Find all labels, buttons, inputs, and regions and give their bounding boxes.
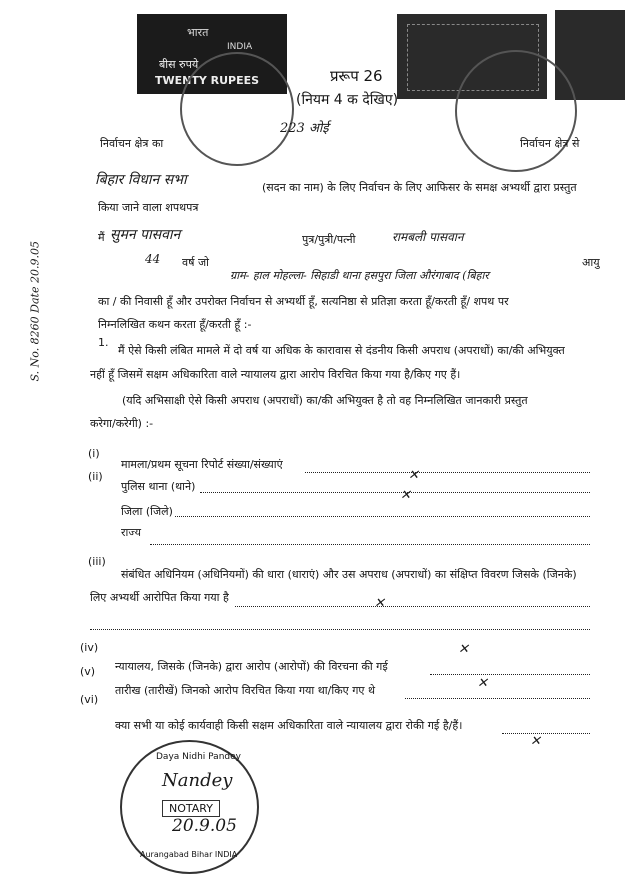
item-v-blank: [405, 698, 590, 699]
handwritten-constituency-no: 223 ओई: [280, 121, 329, 136]
handwritten-address: ग्राम- हाल मोहल्ला- सिहाडी थाना हसपुरा जिला औरंगाबाद (बिहार: [230, 269, 489, 282]
stamp-value-english: TWENTY RUPEES: [155, 74, 260, 87]
item-ii-state-blank: [150, 544, 590, 545]
item-v-text: तारीख (तारीखें) जिनको आरोप विरचित किया गया था/किए गए थे: [115, 684, 376, 697]
notary-label: NOTARY: [162, 800, 220, 817]
item-vi-number: (vi): [80, 693, 99, 706]
item-ii-district: जिला (जिले): [121, 505, 173, 518]
item-1-line-a: मैं ऐसे किसी लंबित मामले में दो वर्ष या अधिक के कारावास से दंडनीय किसी अपराध (अपराधों) का/की अभियुक्त: [118, 344, 565, 357]
item-i-text: मामला/प्रथम सूचना रिपोर्ट संख्या/संख्याएं: [121, 458, 283, 471]
item-ii-blank: [200, 492, 590, 493]
item-ii-text: पुलिस थाना (थाने): [121, 480, 196, 493]
body-line-3-relation: पुत्र/पुत्री/पत्नी: [302, 233, 356, 246]
form-number: प्ररूप 26: [330, 67, 383, 85]
stamp-text-india: INDIA: [227, 42, 253, 52]
body-line-2: किया जाने वाला शपथपत्र: [98, 201, 199, 214]
body-line-3-start: मैं: [98, 231, 105, 244]
cross-mark-v: ✕: [477, 676, 488, 691]
item-iii-text-a: संबंधित अधिनियम (अधिनियमों) की धारा (धाराएं) और उस अपराध (अपराधों) का संक्षिप्त विवरण जिसके (जिनके): [121, 568, 577, 581]
item-ii-state: राज्य: [121, 526, 142, 539]
body-line-1: (सदन का नाम) के लिए निर्वाचन के लिए आफिसर के समक्ष अभ्यर्थी द्वारा प्रस्तुत: [262, 181, 577, 194]
item-vi-text: क्या सभी या कोई कार्यवाही किसी सक्षम अधिकारिता वाले न्यायालय द्वारा रोकी गई है/हैं।: [115, 719, 463, 732]
notary-date: 20.9.05: [172, 816, 237, 836]
notary-seal-bottom-text: Aurangabad Bihar INDIA: [140, 850, 238, 859]
cross-mark-iv: ✕: [458, 642, 469, 657]
body-line-3-age: आयु: [582, 256, 600, 269]
constituency-label-left: निर्वाचन क्षेत्र का: [100, 137, 164, 150]
notary-seal-top-text: Daya Nidhi Pandey: [156, 752, 241, 762]
item-iv-blank: [430, 674, 590, 675]
cross-mark-i: ✕: [408, 468, 419, 483]
serial-number-note: S. No. 8260 Date 20.9.05: [28, 241, 42, 382]
body-line-5: का / की निवासी हूँ और उपरोक्त निर्वाचन से अभ्यर्थी हूँ, सत्यनिष्ठा से प्रतिज्ञा करता हूँ/करती हूँ/ शपथ पर: [98, 295, 509, 308]
stamp-value-hindi: बीस रुपये: [159, 58, 199, 71]
item-iii-blank-1: [235, 606, 590, 607]
body-line-6: निम्नलिखित कथन करता हूँ/करती हूँ :-: [98, 318, 252, 331]
cross-mark-ii: ✕: [400, 488, 411, 503]
rule-reference: (नियम 4 क देखिए): [296, 92, 399, 108]
body-line-4-start: वर्ष जो: [182, 256, 209, 269]
notary-seal-top-right: [455, 50, 580, 172]
notary-seal: [120, 740, 259, 874]
handwritten-name: सुमन पासवान: [110, 227, 181, 243]
item-ii-district-blank: [175, 516, 590, 517]
item-iii-blank-2: [90, 629, 590, 630]
item-1-line-c: (यदि अभिसाक्षी ऐसे किसी अपराध (अपराधों) का/की अभियुक्त है तो वह निम्नलिखित जानकारी प्रस्तुत: [122, 394, 528, 407]
stamp-text-top: भारत: [187, 26, 209, 39]
item-i-number: (i): [88, 447, 100, 460]
handwritten-age: 44: [145, 252, 161, 266]
item-1-number: 1.: [98, 336, 109, 349]
item-v-number: (v): [80, 665, 96, 678]
handwritten-father-name: रामबली पासवान: [392, 230, 464, 244]
item-1-line-d: करेगा/करेगी) :-: [90, 417, 154, 430]
notary-seal-top-left: [180, 52, 294, 166]
item-i-blank: [305, 472, 590, 473]
item-ii-number: (ii): [88, 470, 103, 483]
constituency-label-right: निर्वाचन क्षेत्र से: [520, 137, 580, 150]
item-iv-text: न्यायालय, जिसके (जिनके) द्वारा आरोप (आरोपों) की विरचना की गई: [115, 660, 388, 673]
notary-signature: Nandey: [162, 770, 233, 791]
handwritten-house-name: बिहार विधान सभा: [95, 172, 187, 188]
item-iv-number: (iv): [80, 641, 99, 654]
cross-mark-vi: ✕: [530, 734, 541, 749]
item-iii-text-b: लिए अभ्यर्थी आरोपित किया गया है: [90, 591, 229, 604]
cross-mark-iii: ✕: [374, 596, 385, 611]
item-vi-blank: [502, 733, 590, 734]
item-1-line-b: नहीं हूँ जिसमें सक्षम अधिकारिता वाले न्यायालय द्वारा आरोप विरचित किया गया है/किए गए हैं।: [90, 368, 461, 381]
item-iii-number: (iii): [88, 555, 106, 568]
